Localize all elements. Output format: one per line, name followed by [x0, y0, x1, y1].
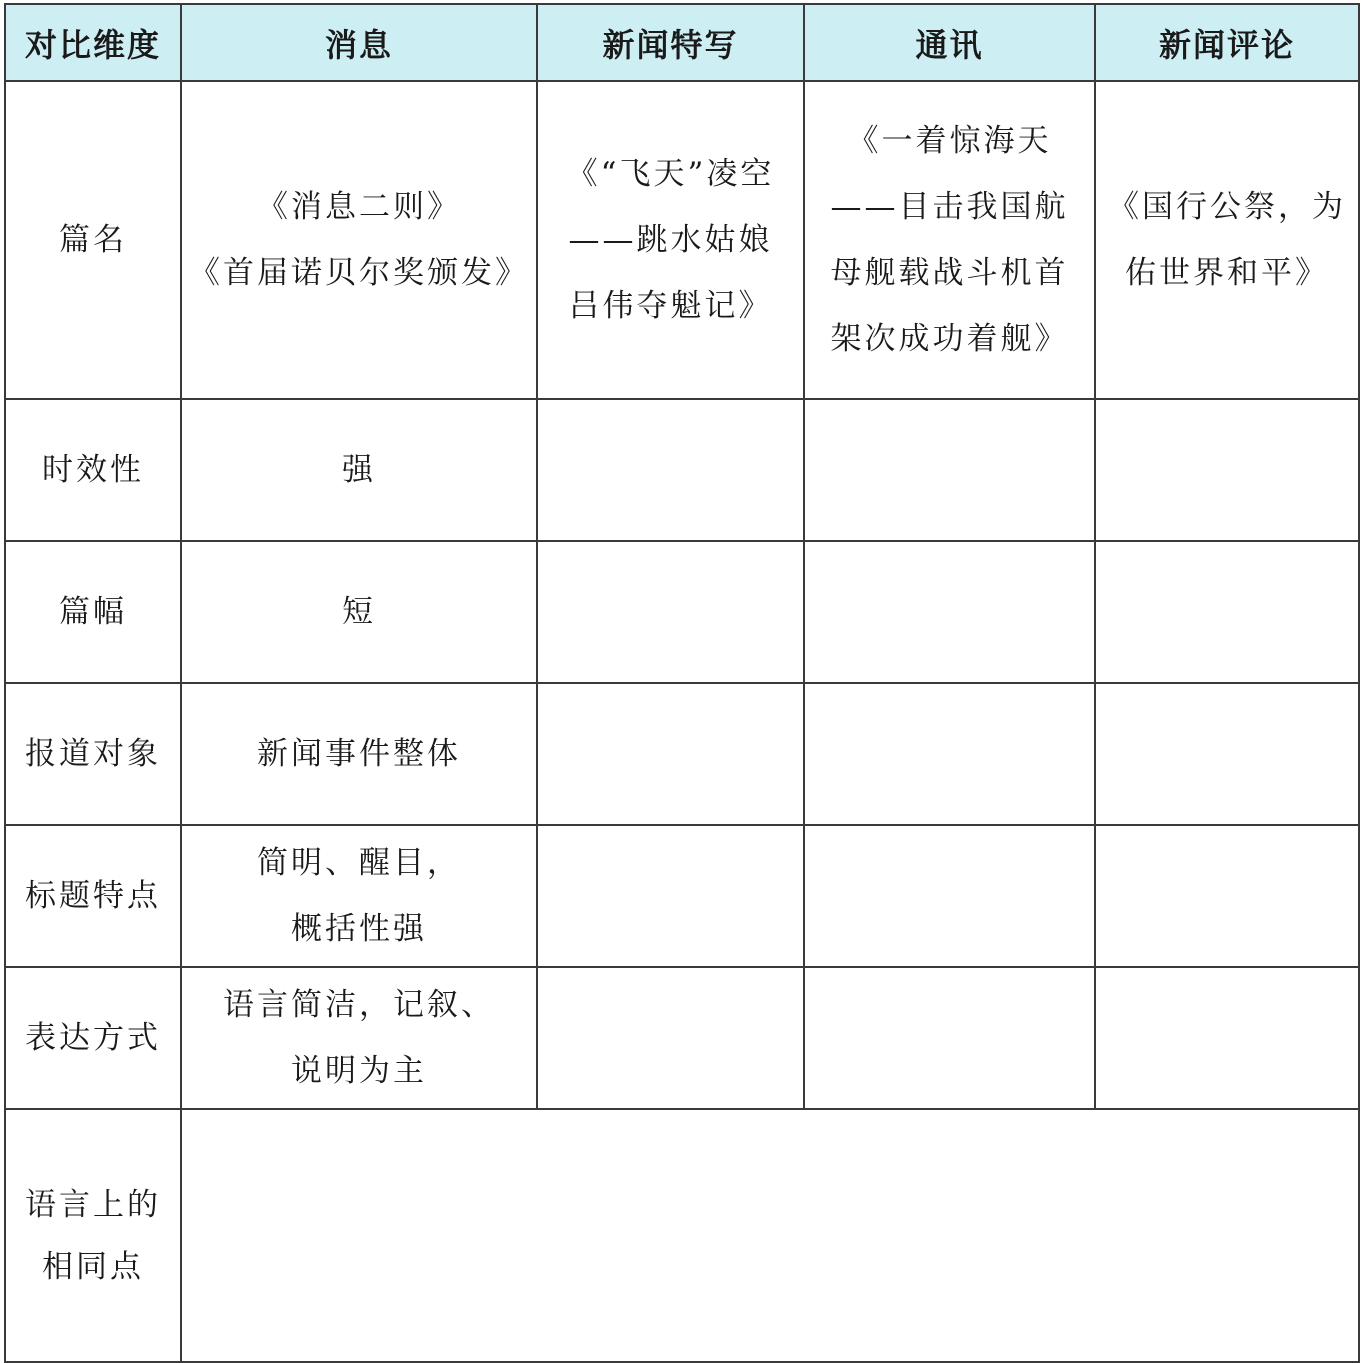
row-label-report-subject: 报道对象: [5, 683, 181, 825]
cell-timeliness-news-commentary: [1095, 399, 1359, 541]
row-label-article-title: 篇名: [5, 81, 181, 399]
cell-article-title-news-report: 《一着惊海天 ——目击我国航 母舰载战斗机首 架次成功着舰》: [804, 81, 1095, 399]
cell-article-title-news-brief: 《消息二则》 《首届诺贝尔奖颁发》: [181, 81, 537, 399]
cell-headline-features-news-commentary: [1095, 825, 1359, 967]
header-news-commentary: 新闻评论: [1095, 4, 1359, 81]
comparison-table: [4, 3, 1360, 1363]
cell-language-similarity-answer: [181, 1109, 1359, 1362]
cell-headline-features-news-brief: 简明、醒目， 概括性强: [181, 825, 537, 967]
cell-headline-features-feature-story: [537, 825, 804, 967]
cell-expression-feature-story: [537, 967, 804, 1109]
table-row-report-subject: [5, 683, 1359, 825]
cell-report-subject-news-report: [804, 683, 1095, 825]
cell-length-news-report: [804, 541, 1095, 683]
cell-expression-news-report: [804, 967, 1095, 1109]
cell-report-subject-feature-story: [537, 683, 804, 825]
cell-report-subject-news-commentary: [1095, 683, 1359, 825]
cell-timeliness-news-report: [804, 399, 1095, 541]
table-row-length: [5, 541, 1359, 683]
header-news-brief: 消息: [181, 4, 537, 81]
row-label-timeliness: 时效性: [5, 399, 181, 541]
header-feature-story: 新闻特写: [537, 4, 804, 81]
cell-timeliness-feature-story: [537, 399, 804, 541]
row-label-headline-features: 标题特点: [5, 825, 181, 967]
cell-timeliness-news-brief: 强: [181, 399, 537, 541]
row-label-language-similarity: 语言上的 相同点: [5, 1109, 181, 1362]
row-label-length: 篇幅: [5, 541, 181, 683]
cell-length-feature-story: [537, 541, 804, 683]
cell-expression-news-brief: 语言简洁，记叙、 说明为主: [181, 967, 537, 1109]
header-row: [5, 4, 1359, 81]
table-row-timeliness: [5, 399, 1359, 541]
cell-article-title-feature-story: 《“飞天”凌空 ——跳水姑娘 吕伟夺魁记》: [537, 81, 804, 399]
cell-expression-news-commentary: [1095, 967, 1359, 1109]
table-row-headline-features: [5, 825, 1359, 967]
cell-report-subject-news-brief: 新闻事件整体: [181, 683, 537, 825]
table-row-expression: [5, 967, 1359, 1109]
header-dimension: 对比维度: [5, 4, 181, 81]
table-row-language-similarity: [5, 1109, 1359, 1362]
cell-headline-features-news-report: [804, 825, 1095, 967]
row-label-expression: 表达方式: [5, 967, 181, 1109]
table-row-article-title: [5, 81, 1359, 399]
header-news-report: 通讯: [804, 4, 1095, 81]
cell-length-news-commentary: [1095, 541, 1359, 683]
cell-article-title-news-commentary: 《国行公祭，为 佑世界和平》: [1095, 81, 1359, 399]
cell-length-news-brief: 短: [181, 541, 537, 683]
